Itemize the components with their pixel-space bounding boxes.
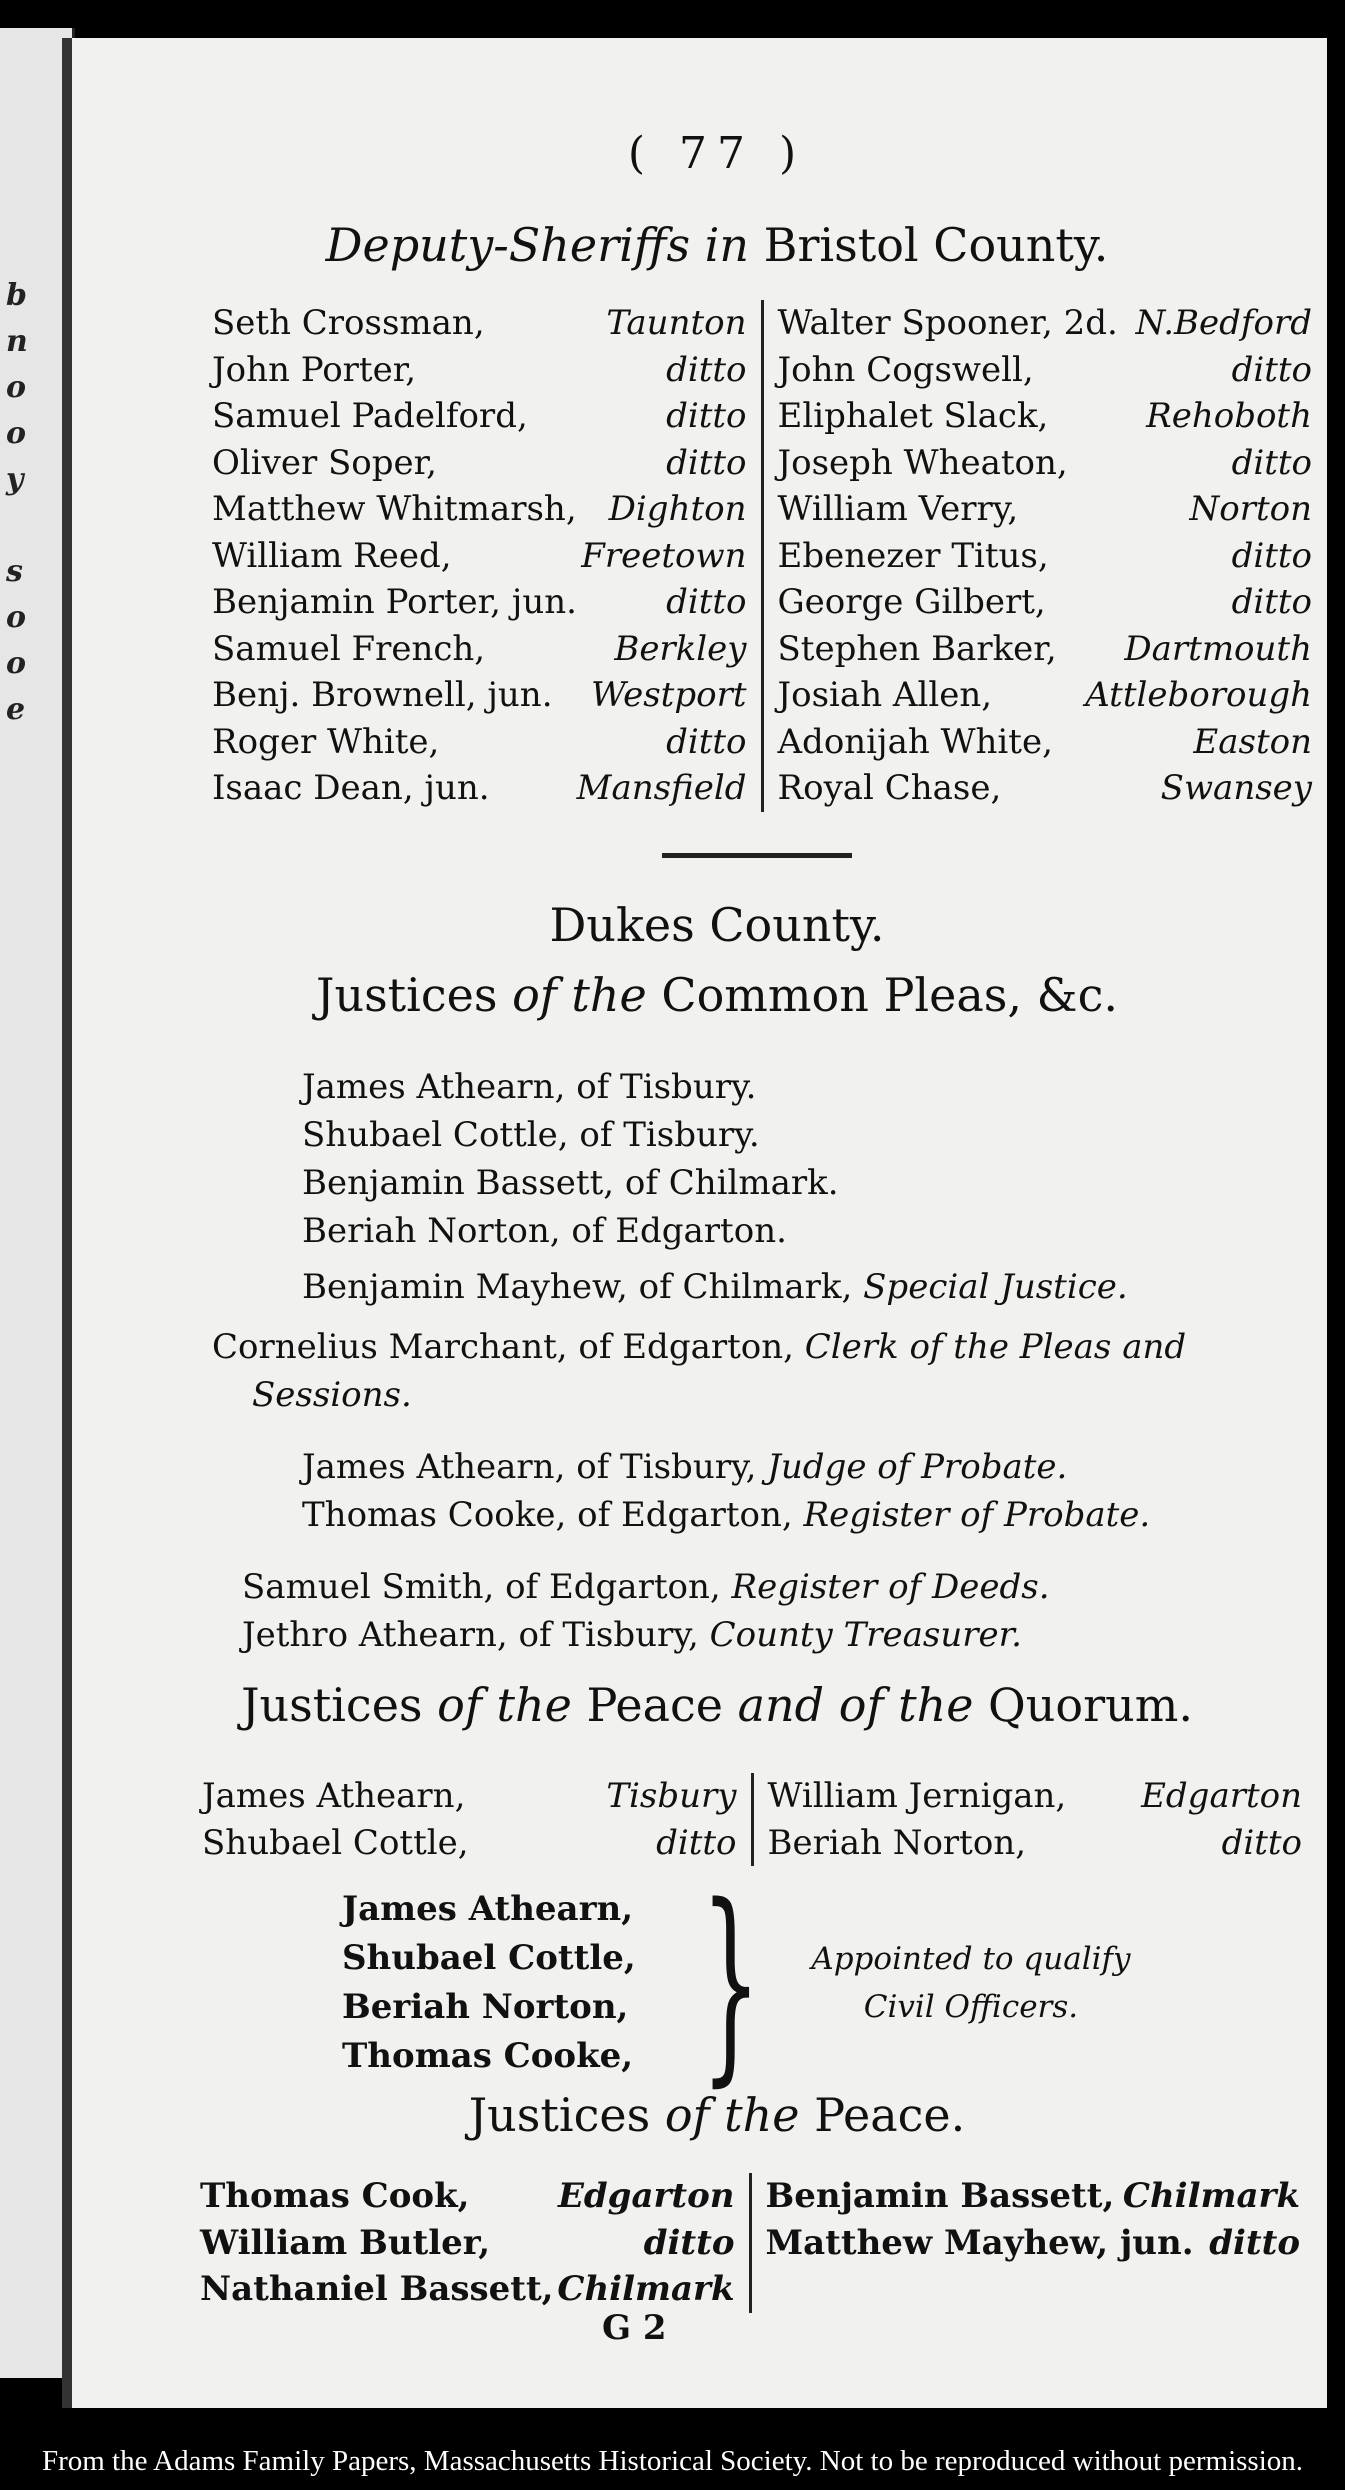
bristol-heading-plain: Bristol County. [763,218,1109,272]
list-item [200,2266,735,2313]
heading-part: Justices [468,2088,651,2142]
town-name: Freetown [581,535,747,576]
town-name: Chilmark [557,2269,735,2309]
peace-right-column [752,2173,1301,2313]
list-item [778,533,1313,580]
person-name: Roger White, [212,721,440,762]
list-item [766,2173,1301,2220]
probate-list [302,1443,1150,1539]
town-name: ditto [1231,535,1312,576]
person-name: John Porter, [212,349,417,390]
town-name: Easton [1193,721,1312,762]
person-name: Samuel Padelford, [212,396,528,436]
copyright-footer: From the Adams Family Papers, Massachusetts Historical Society. Not to be reproduced without permission. [41,2445,1304,2477]
person-name: Eliphalet Slack, [777,396,1049,436]
signature-mark: G 2 [602,2308,667,2348]
bristol-heading [132,218,1302,272]
person-name: William Butler, [200,2222,491,2263]
list-item: Benjamin Bassett, of Chilmark. [302,1163,839,1203]
list-item [212,300,747,347]
town-name: ditto [666,582,747,622]
town-name: Edgarton [557,2176,735,2216]
dukes-heading: Dukes County. [549,898,885,952]
bristol-right-column [764,300,1313,812]
town-name: Dartmouth [1124,628,1312,669]
page-number: ( 77 ) [627,128,807,179]
peace-left-column [200,2173,752,2313]
heading-part: Common Pleas, &c. [661,968,1118,1022]
special-justice-name: Benjamin Mayhew, of Chilmark, [302,1267,853,1307]
town-name: ditto [1209,2222,1300,2263]
office-role: Register of Deeds. [731,1567,1050,1607]
list-item [242,1563,1050,1611]
list-item [302,1443,1150,1491]
list-item [778,579,1313,626]
town-name: Norton [1189,489,1312,529]
office-role: Register of Probate. [803,1495,1151,1535]
list-item [212,626,747,673]
list-item: James Athearn, [342,1889,634,1929]
special-justice-role: Special Justice. [863,1267,1128,1307]
person-entry: Samuel Smith, of Edgarton, [242,1567,721,1607]
list-item [768,1820,1303,1867]
clerk-line [212,1323,1186,1419]
list-item [212,347,747,394]
heading-part: Peace. [814,2088,966,2142]
list-item [212,765,747,812]
list-item [212,440,747,487]
list-item: Beriah Norton, of Edgarton. [302,1211,787,1251]
town-name: ditto [1231,349,1312,390]
list-item [202,1773,737,1820]
list-item [778,672,1313,719]
quorum-left-column [202,1773,754,1866]
list-item [778,440,1313,487]
list-item [200,2173,735,2220]
person-name: Matthew Whitmarsh, [212,489,577,529]
list-item: Appointed to qualify [811,1941,1131,1977]
bristol-sheriffs-columns [212,300,1312,812]
clerk-role-cont: Sessions. [252,1375,412,1415]
list-item [778,486,1313,533]
office-role: Judge of Probate. [767,1447,1068,1487]
person-name: Benj. Brownell, jun. [212,675,553,715]
common-pleas-heading [132,968,1302,1022]
person-name: John Cogswell, [777,349,1034,390]
town-name: ditto [1231,442,1312,483]
town-name: ditto [656,1822,737,1863]
person-name: Benjamin Porter, jun. [212,582,577,622]
brace-glyph: } [700,1860,761,2105]
county-officers-list [242,1563,1050,1659]
bristol-heading-italic: Deputy-Sheriffs in [325,218,750,272]
town-name: Westport [590,675,747,715]
town-name: Tisbury [606,1776,737,1816]
person-entry: Jethro Athearn, of Tisbury, [242,1615,699,1655]
heading-part: of the [437,1678,572,1732]
list-item [202,1820,737,1867]
town-name: Edgarton [1141,1776,1302,1816]
heading-part: of the [512,968,647,1022]
person-name: Josiah Allen, [777,675,993,715]
person-name: Oliver Soper, [212,442,437,483]
person-name: William Reed, [212,535,452,576]
person-name: James Athearn, [202,1776,466,1816]
person-name: Matthew Mayhew, jun. [765,2222,1194,2263]
facing-page-letters: b n o o y s o o e [6,278,28,727]
list-item [212,486,747,533]
person-name: Stephen Barker, [777,628,1057,669]
list-item [778,765,1313,812]
person-name: Nathaniel Bassett, [200,2269,554,2309]
list-item [212,719,747,766]
book-page [62,38,1327,2408]
qualify-note [811,1935,1130,2031]
list-item [212,579,747,626]
peace-heading [132,2088,1302,2142]
quorum-right-column [754,1773,1303,1866]
list-item [242,1611,1050,1659]
qualify-names [342,1885,636,2081]
list-item: Thomas Cooke, [342,2036,634,2076]
town-name: ditto [666,442,747,483]
list-item [302,1491,1150,1539]
list-item: Beriah Norton, [342,1987,629,2027]
list-item [212,533,747,580]
town-name: Berkley [614,628,747,669]
list-item [768,1773,1303,1820]
person-name: Shubael Cottle, [202,1822,469,1863]
town-name: ditto [643,2222,735,2263]
heading-part: Justices [241,1678,423,1732]
person-name: Benjamin Bassett, [765,2176,1115,2216]
section-divider [662,853,852,858]
person-name: Joseph Wheaton, [777,442,1068,483]
peace-columns [200,2173,1300,2313]
office-role: County Treasurer. [709,1615,1022,1655]
heading-part: Peace [586,1678,723,1732]
person-name: Samuel French, [212,628,486,669]
quorum-heading [132,1678,1302,1732]
clerk-role: Clerk of the Pleas and [804,1327,1187,1367]
person-name: Walter Spooner, 2d. [777,303,1118,343]
town-name: Rehoboth [1146,396,1312,436]
town-name: ditto [666,349,747,390]
town-name: ditto [1231,582,1312,622]
list-item [212,672,747,719]
qualify-officers-group [342,1860,1131,2105]
person-name: Adonijah White, [777,721,1053,762]
list-item [778,300,1313,347]
town-name: ditto [1221,1822,1302,1863]
person-name: William Jernigan, [767,1776,1067,1816]
bristol-left-column [212,300,764,812]
list-item [778,719,1313,766]
person-name: Thomas Cook, [200,2176,470,2216]
clerk-name: Cornelius Marchant, of Edgarton, [212,1327,794,1367]
person-name: George Gilbert, [777,582,1046,622]
town-name: ditto [666,721,747,762]
list-item: Civil Officers. [863,1989,1079,2025]
list-item [766,2220,1301,2267]
person-entry: Thomas Cooke, of Edgarton, [302,1495,793,1535]
special-justice-line [302,1263,1128,1311]
list-item: James Athearn, of Tisbury. [302,1067,757,1107]
list-item [212,393,747,440]
town-name: N.Bedford [1135,303,1312,343]
person-name: William Verry, [777,489,1019,529]
person-name: Beriah Norton, [767,1822,1027,1863]
person-name: Isaac Dean, jun. [212,768,490,808]
heading-part: Quorum. [988,1678,1193,1732]
town-name: Chilmark [1122,2176,1300,2216]
list-item [778,393,1313,440]
town-name: Swansey [1160,768,1312,808]
list-item [778,347,1313,394]
town-name: Taunton [606,303,747,343]
town-name: Attleborough [1085,675,1312,715]
town-name: Dighton [608,489,747,529]
person-entry: James Athearn, of Tisbury, [302,1447,757,1487]
heading-part: Justices [316,968,498,1022]
town-name: ditto [666,396,747,436]
common-pleas-list [302,1063,839,1255]
heading-part: and of the [737,1678,974,1732]
quorum-columns [202,1773,1302,1866]
list-item [200,2220,735,2267]
heading-part: of the [664,2088,800,2142]
list-item [778,626,1313,673]
person-name: Seth Crossman, [212,303,485,343]
person-name: Ebenezer Titus, [777,535,1049,576]
list-item: Shubael Cottle, of Tisbury. [302,1115,760,1155]
list-item: Shubael Cottle, [342,1938,636,1978]
person-name: Royal Chase, [777,768,1002,808]
town-name: Mansfield [576,768,747,808]
